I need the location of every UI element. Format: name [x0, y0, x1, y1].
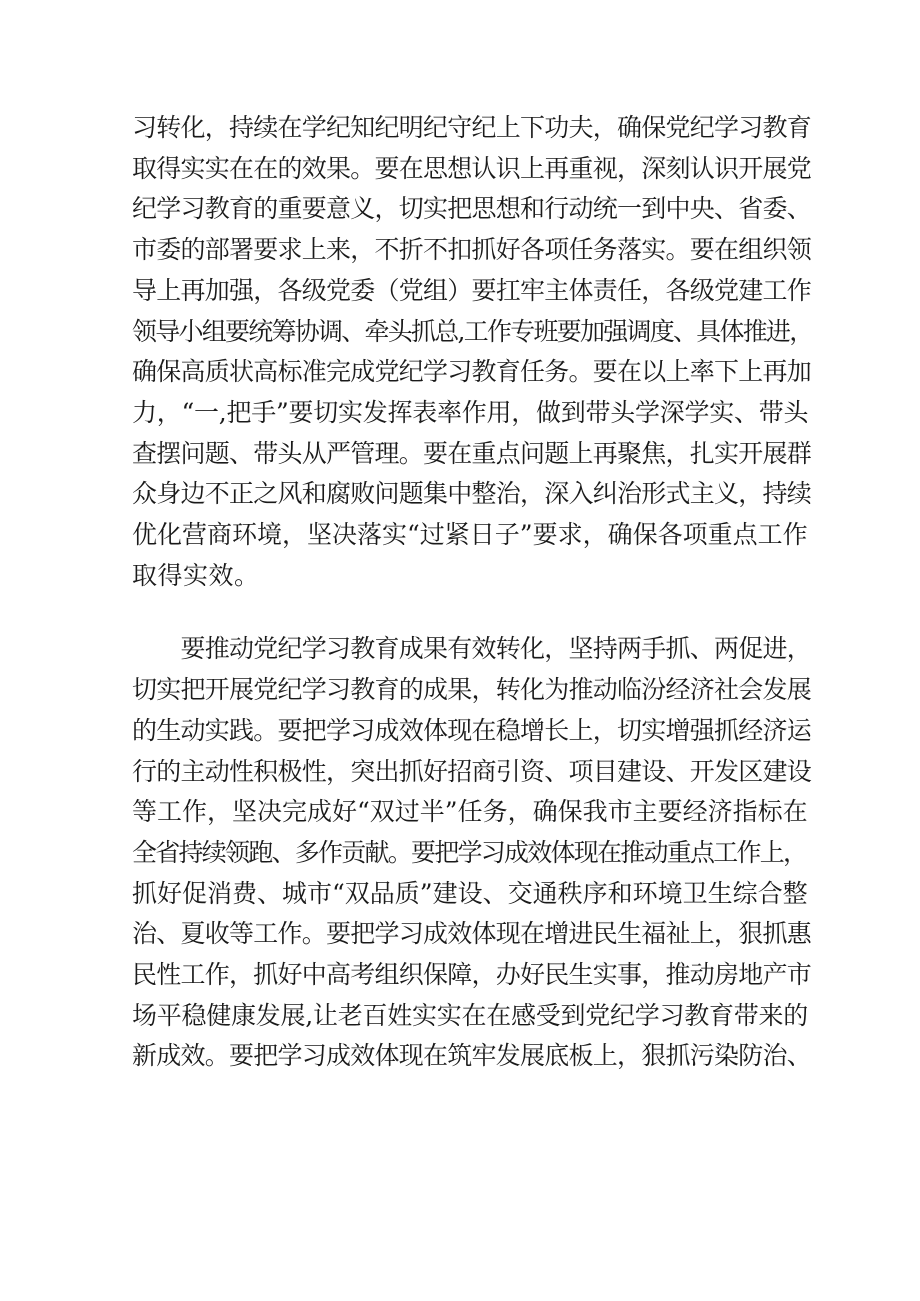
text-line: 场平稳健康发展,让老百姓实实在在感受到党纪学习教育带来的 — [132, 1000, 808, 1030]
text-line: 取得实实在在的效果。要在思想认识上再重视，深刻认识开展党 — [132, 153, 812, 183]
text-line: 民性工作，抓好中高考组织保障，办好民生实事，推动房地产市 — [132, 960, 812, 990]
paragraph-spacing — [132, 596, 812, 629]
paragraph-2 — [132, 629, 812, 1077]
document-body — [132, 108, 812, 1077]
text-line: 切实把开展党纪学习教育的成果，转化为推动临汾经济社会发展 — [132, 675, 812, 705]
text-line: 行的主动性积极性，突出抓好招商引资、项目建设、开发区建设 — [132, 756, 812, 786]
text-line: 优化营商环境，坚决落实“过紧日子”要求，确保各项重点工作 — [132, 520, 808, 550]
text-line: 等工作，坚决完成好“双过半”任务，确保我市主要经济指标在 — [132, 797, 808, 827]
text-line: 导上再加强，各级党委（党组）要扛牢主体责任，各级党建工作 — [132, 275, 812, 305]
text-line: 的生动实践。要把学习成效体现在稳增长上，切实增强抓经济运 — [132, 715, 812, 745]
text-line: 确保高质状高标准完成党纪学习教育任务。要在以上率下上再加 — [132, 357, 812, 387]
text-line: 领导小组要统筹协调、牵头抓总,工作专班要加强调度、具体推进， — [132, 316, 813, 346]
text-line: 纪学习教育的重要意义，切实把思想和行动统一到中央、省委、 — [132, 194, 812, 224]
text-line: 要推动党纪学习教育成果有效转化，坚持两手抓、两促进， — [132, 634, 812, 664]
text-line: 全省持续领跑、多作贡献。要把学习成效体现在推动重点工作上， — [132, 837, 807, 867]
text-line: 新成效。要把学习成效体现在筑牢发展底板上，狠抓污染防治、 — [132, 1041, 812, 1071]
text-line: 力，“一,把手”要切实发挥表率作用，做到带头学深学实、带头 — [132, 397, 809, 427]
text-line: 查摆问题、带头从严管理。要在重点问题上再聚焦，扎实开展群 — [132, 438, 812, 468]
paragraph-1 — [132, 108, 812, 596]
text-line: 治、夏收等工作。要把学习成效体现在增进民生福祉上，狠抓惠 — [132, 919, 812, 949]
text-line: 众身边不正之风和腐败问题集中整治，深入纠治形式主义，持续 — [132, 479, 812, 509]
text-line: 抓好促消费、城市“双品质”建设、交通秩序和环境卫生综合整 — [132, 878, 808, 908]
text-line: 市委的部署要求上来，不折不扣抓好各项任务落实。要在组织领 — [132, 235, 812, 265]
text-line: 取得实效。 — [132, 560, 260, 590]
text-line: 习转化，持续在学纪知纪明纪守纪上下功夫，确保党纪学习教育 — [132, 113, 812, 142]
